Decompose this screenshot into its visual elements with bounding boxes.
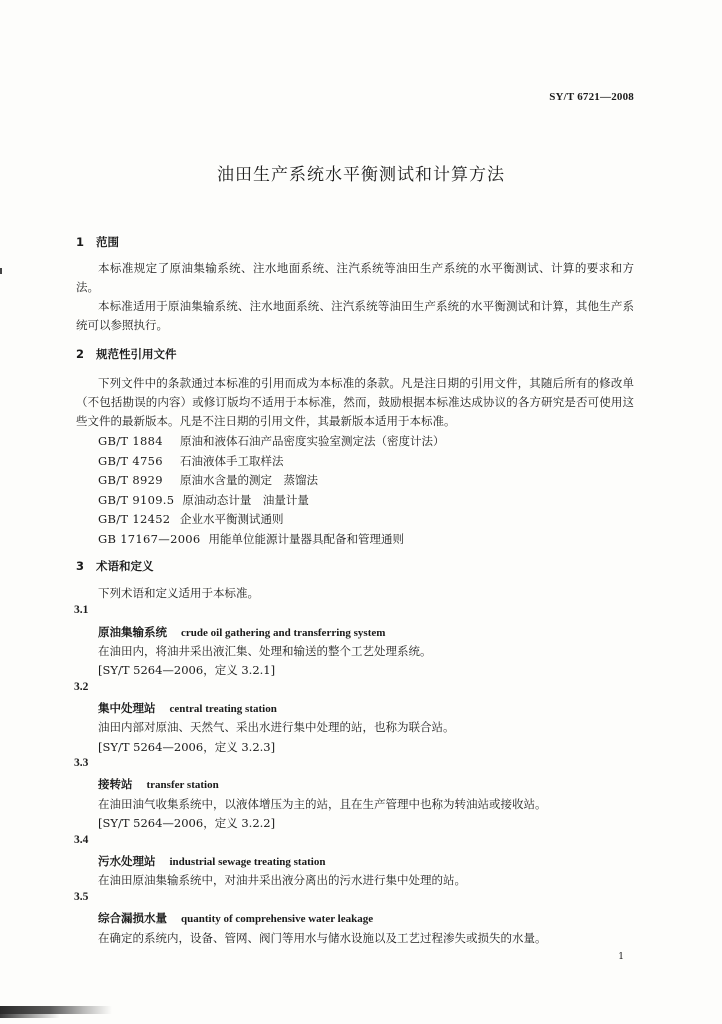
- term-definition: 油田内部对原油、天然气、采出水进行集中处理的站，也称为联合站。: [98, 720, 455, 734]
- term-name-en: quantity of comprehensive water leakage: [181, 913, 374, 925]
- reference-item: [98, 452, 445, 472]
- scan-edge-artifact: [0, 1014, 60, 1018]
- reference-code: GB 17167—2006: [98, 531, 201, 546]
- section-title: 范围: [96, 235, 119, 249]
- reference-item: [98, 432, 445, 452]
- reference-title: 原油和液体石油产品密度实验室测定法（密度计法）: [180, 434, 445, 448]
- term-number: 3.2: [74, 681, 89, 693]
- reference-item: [98, 530, 445, 550]
- reference-title: 企业水平衡测试通则: [180, 512, 284, 527]
- document-title: 油田生产系统水平衡测试和计算方法: [217, 165, 505, 185]
- reference-title: 原油水含量的测定 蒸馏法: [180, 473, 318, 488]
- section-number: 1: [76, 235, 85, 249]
- section-2-heading: [76, 346, 177, 362]
- term-name: [98, 853, 325, 869]
- reference-code: GB/T 12452: [98, 512, 171, 527]
- term-number: 3.4: [74, 834, 89, 846]
- section-number: 2: [76, 347, 85, 361]
- section-1-heading: [76, 234, 119, 250]
- reference-title: 原油动态计量 油量计量: [182, 492, 309, 507]
- section-title: 术语和定义: [96, 559, 154, 573]
- section-number: 3: [76, 559, 85, 573]
- reference-code: GB/T 8929: [98, 473, 163, 488]
- reference-code: GB/T 4756: [98, 453, 163, 468]
- term-name-cn: 接转站: [98, 777, 133, 791]
- section-3-heading: [76, 558, 154, 574]
- page-number: 1: [618, 952, 624, 962]
- reference-item: [98, 491, 445, 511]
- term-number: 3.1: [74, 604, 89, 616]
- term-name: [98, 776, 219, 792]
- term-name: [98, 624, 385, 640]
- reference-item: [98, 471, 445, 491]
- term-name-cn: 综合漏损水量: [98, 911, 167, 925]
- scope-paragraph-1: 本标准规定了原油集输系统、注水地面系统、注汽系统等油田生产系统的水平衡测试、计算的要求和方法。: [76, 261, 634, 294]
- term-source: [SY/T 5264—2006，定义 3.2.3]: [98, 740, 276, 754]
- term-name: [98, 700, 277, 716]
- term-definition: 在油田油气收集系统中，以液体增压为主的站，且在生产管理中也称为转油站或接收站。: [98, 797, 547, 811]
- references-intro: 下列文件中的条款通过本标准的引用而成为本标准的条款。凡是注日期的引用文件，其随后所有的修改单（不包括勘误的内容）或修订版均不适用于本标准，然而，鼓励根据本标准达成协议的各方研究是否可使用这些文件的最新版本。凡是不注日期的引用文件，其最新版本适用于本标准。: [76, 376, 634, 428]
- term-name: [98, 910, 373, 926]
- reference-title: 用能单位能源计量器具配备和管理通则: [208, 531, 405, 546]
- term-name-cn: 集中处理站: [98, 701, 156, 715]
- standard-number: SY/T 6721—2008: [549, 91, 634, 103]
- scan-artifact: [0, 268, 2, 274]
- term-source: [SY/T 5264—2006，定义 3.2.2]: [98, 816, 276, 830]
- term-source: [SY/T 5264—2006，定义 3.2.1]: [98, 663, 276, 677]
- reference-list: [98, 432, 445, 550]
- reference-title: 石油液体手工取样法: [180, 453, 284, 468]
- term-number: 3.3: [74, 757, 89, 769]
- term-name-en: crude oil gathering and transferring system: [181, 627, 386, 639]
- term-definition: 在油田内，将油井采出液汇集、处理和输送的整个工艺处理系统。: [98, 644, 432, 658]
- term-name-en: transfer station: [146, 779, 219, 791]
- terms-intro: 下列术语和定义适用于本标准。: [98, 586, 259, 600]
- scope-paragraph-2: 本标准适用于原油集输系统、注水地面系统、注汽系统等油田生产系统的水平衡测试和计算，其他生产系统可以参照执行。: [76, 299, 634, 332]
- term-name-en: central treating station: [169, 703, 277, 715]
- scan-edge-artifact: [0, 1006, 112, 1014]
- term-definition: 在油田原油集输系统中，对油井采出液分离出的污水进行集中处理的站。: [98, 873, 466, 887]
- reference-code: GB/T 9109.5: [98, 492, 175, 507]
- reference-item: [98, 510, 445, 530]
- reference-code: GB/T 1884: [98, 434, 163, 448]
- term-name-cn: 原油集输系统: [98, 625, 167, 639]
- term-name-en: industrial sewage treating station: [169, 856, 326, 868]
- section-title: 规范性引用文件: [96, 347, 177, 361]
- term-name-cn: 污水处理站: [98, 854, 156, 868]
- term-definition: 在确定的系统内，设备、管网、阀门等用水与储水设施以及工艺过程渗失或损失的水量。: [98, 931, 547, 945]
- term-number: 3.5: [74, 891, 89, 903]
